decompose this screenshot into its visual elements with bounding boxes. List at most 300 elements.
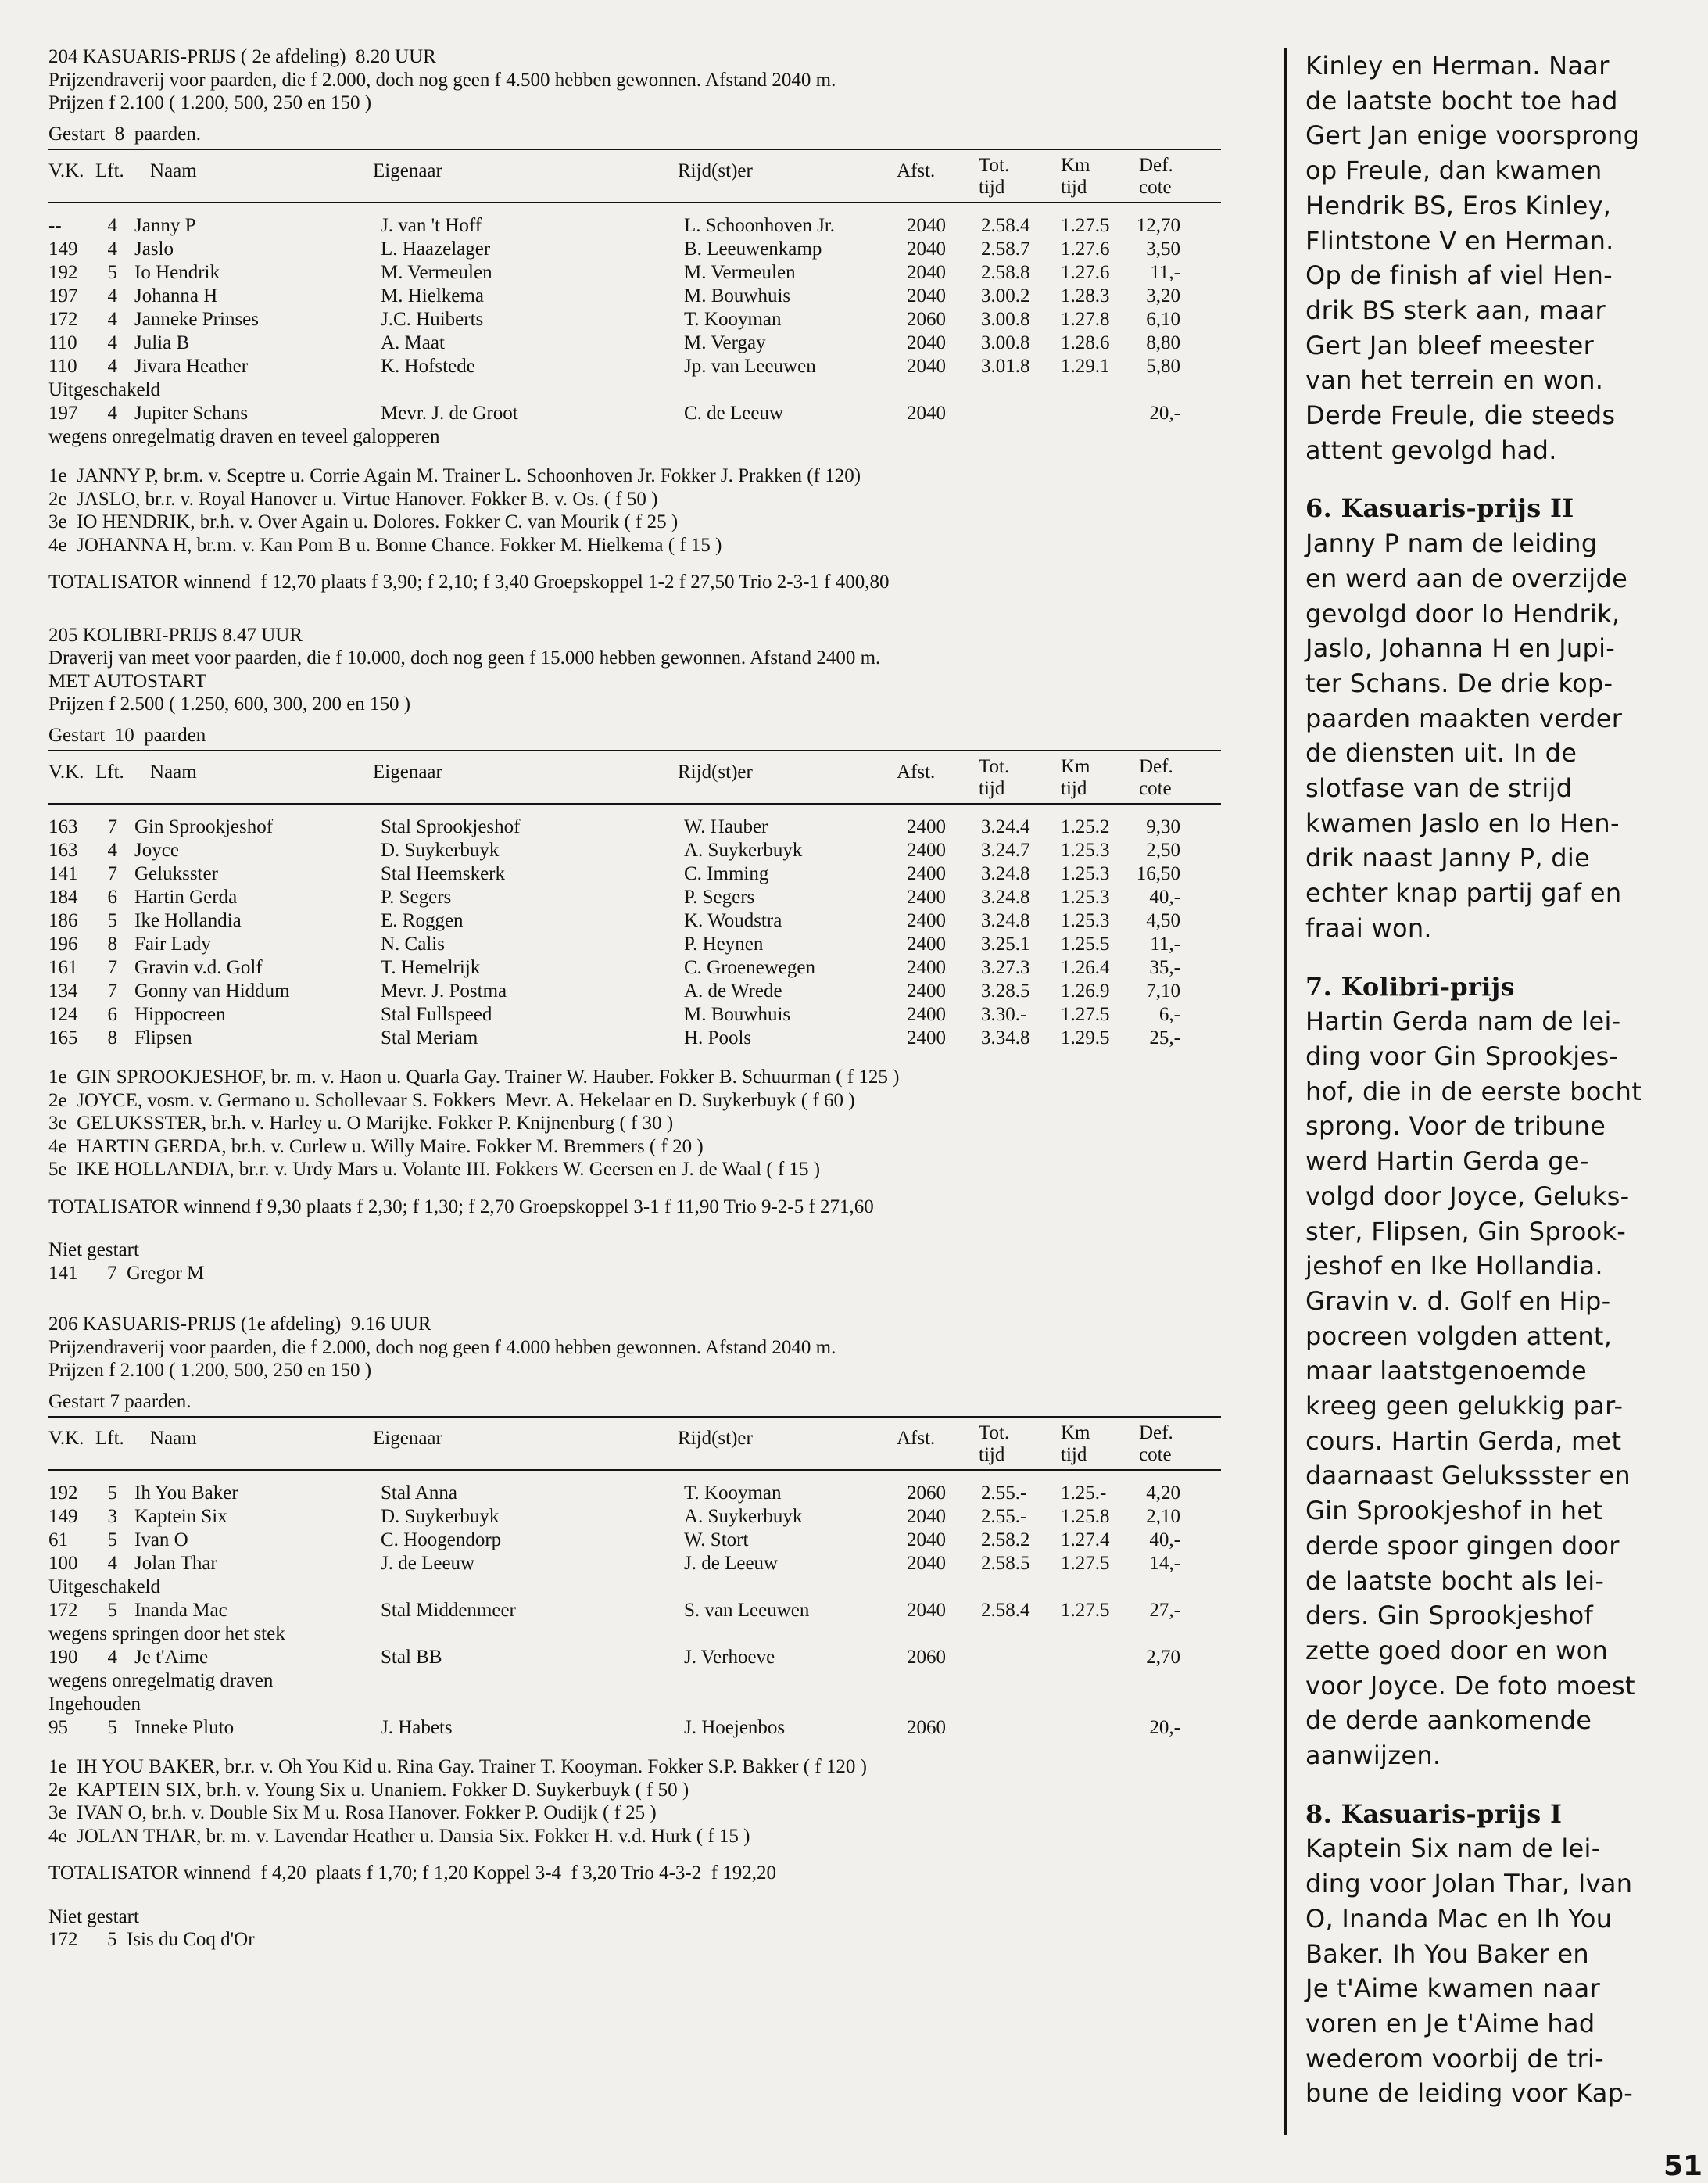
cell-afst: 2400 [907, 840, 946, 861]
report-line: aanwijzen. [1305, 1740, 1441, 1771]
header-tot: Tot. tijd [979, 1422, 1010, 1465]
header-eigenaar: Eigenaar [373, 762, 442, 783]
cell-naam: Hippocreen [134, 1004, 226, 1025]
cell-eig: M. Vermeulen [381, 262, 492, 283]
not-started: 172 5 Isis du Coq d'Or [48, 1929, 255, 1950]
cell-afst: 2060 [907, 309, 946, 330]
report-line: gevolgd door Io Hendrik, [1305, 598, 1620, 629]
header-km: Km tijd [1061, 1422, 1090, 1465]
cell-km: 1.25.3 [1061, 840, 1110, 861]
cell-afst: 2040 [907, 356, 946, 377]
placing: 1e GIN SPROOKJESHOF, br. m. v. Haon u. Quarla Gay. Trainer W. Hauber. Fokker B. Schuurman ( f 125 ) [48, 1066, 900, 1088]
report-line: kreeg geen gelukkig par- [1305, 1391, 1624, 1421]
table-header [48, 1422, 1268, 1466]
report-line: derde spoor gingen door [1305, 1530, 1620, 1561]
cell-lft: 4 [107, 1647, 117, 1668]
table-row [48, 1027, 1268, 1050]
cell-naam: Kaptein Six [134, 1506, 227, 1527]
cell-cote: 20,- [1149, 403, 1180, 424]
not-started: Niet gestart [48, 1239, 139, 1260]
cell-rijder: A. Suykerbuyk [684, 1506, 803, 1527]
cell-rijder: J. de Leeuw [684, 1553, 779, 1574]
report-line: van het terrein en won. [1305, 365, 1604, 396]
cell-cote: 14,- [1149, 1553, 1180, 1574]
cell-km: 1.26.4 [1061, 957, 1110, 978]
race-results-column [48, 45, 1268, 2172]
cell-naam: Geluksster [134, 863, 218, 884]
report-heading: 6. Kasuaris-prijs II [1305, 493, 1574, 524]
cell-afst: 2040 [907, 1506, 946, 1527]
table-note: Uitgeschakeld [48, 1576, 161, 1597]
cell-lft: 8 [107, 934, 117, 955]
report-line: ders. Gin Sprookjeshof [1305, 1601, 1594, 1631]
cell-km: 1.25.3 [1061, 863, 1110, 884]
cell-tot: 2.55.- [981, 1482, 1027, 1504]
placing: 4e JOLAN THAR, br. m. v. Lavendar Heather u. Dansia Six. Fokker H. v.d. Hurk ( f 15 ) [48, 1825, 750, 1847]
cell-naam: Julia B [134, 332, 190, 353]
table-row [48, 1552, 1268, 1575]
cell-naam: Inanda Mac [134, 1600, 227, 1621]
cell-cote: 6,10 [1146, 309, 1180, 330]
cell-lft: 4 [107, 215, 117, 236]
cell-lft: 7 [107, 816, 117, 837]
cell-lft: 4 [107, 840, 117, 861]
table-row [48, 933, 1268, 956]
cell-afst: 2400 [907, 816, 946, 837]
cell-eig: Stal Middenmeer [381, 1600, 516, 1621]
race-conditions: MET AUTOSTART [48, 670, 206, 692]
table-row [48, 1716, 1268, 1740]
table-note: Ingehouden [48, 1694, 141, 1715]
not-started: 141 7 Gregor M [48, 1262, 205, 1284]
cell-afst: 2040 [907, 262, 946, 283]
table-header [48, 756, 1268, 800]
cell-cote: 2,10 [1146, 1506, 1180, 1527]
header-rijder: Rijd(st)er [678, 1428, 753, 1449]
cell-rijder: Jp. van Leeuwen [684, 356, 816, 377]
cell-rijder: C. Imming [684, 863, 769, 884]
cell-eig: C. Hoogendorp [381, 1529, 502, 1550]
cell-tot: 2.55.- [981, 1506, 1027, 1527]
cell-cote: 35,- [1149, 957, 1180, 978]
report-line: Gravin v. d. Golf en Hip- [1305, 1285, 1611, 1316]
rule [48, 803, 1221, 805]
cell-rijder: H. Pools [684, 1027, 752, 1048]
report-line: slotfase van de strijd [1305, 773, 1573, 804]
report-line: Op de finish af viel Hen- [1305, 260, 1613, 291]
cell-km: 1.27.5 [1061, 1004, 1110, 1025]
cell-afst: 2400 [907, 1027, 946, 1048]
report-line: O, Inanda Mac en Ih You [1305, 1903, 1613, 1934]
header-naam: Naam [150, 1428, 197, 1449]
cell-lft: 3 [107, 1506, 117, 1527]
header-lft: Lft. [95, 1428, 124, 1449]
cell-lft: 4 [107, 403, 117, 424]
cell-rijder: B. Leeuwenkamp [684, 238, 822, 260]
header-vk: V.K. [48, 1428, 84, 1449]
cell-afst: 2040 [907, 1600, 946, 1621]
cell-vk: 163 [48, 840, 78, 861]
report-line: Gin Sprookjeshof in het [1305, 1496, 1603, 1526]
cell-rijder: P. Heynen [684, 934, 764, 955]
cell-cote: 25,- [1149, 1027, 1180, 1048]
cell-eig: P. Segers [381, 887, 452, 908]
report-line: de laatste bocht als lei- [1305, 1565, 1605, 1596]
cell-lft: 5 [107, 1600, 117, 1621]
cell-tot: 3.24.8 [981, 910, 1030, 931]
cell-cote: 27,- [1149, 1600, 1180, 1621]
report-line: wederom voorbij de tri- [1305, 2043, 1604, 2074]
placing: 5e IKE HOLLANDIA, br.r. v. Urdy Mars u. Volante III. Fokkers W. Geersen en J. de Waal ( f 15 ) [48, 1159, 821, 1180]
race-conditions: Prijzen f 2.500 ( 1.250, 600, 300, 200 en 150 ) [48, 694, 411, 715]
cell-vk: 186 [48, 910, 78, 931]
table-row [48, 980, 1268, 1003]
rule [48, 202, 1221, 203]
cell-naam: Io Hendrik [134, 262, 220, 283]
cell-cote: 4,50 [1146, 910, 1180, 931]
cell-naam: Janneke Prinses [134, 309, 259, 330]
header-afst: Afst. [897, 762, 936, 783]
cell-afst: 2040 [907, 403, 946, 424]
report-line: Gert Jan bleef meester [1305, 330, 1595, 360]
cell-afst: 2400 [907, 910, 946, 931]
cell-tot: 3.28.5 [981, 980, 1030, 1002]
cell-cote: 9,30 [1146, 816, 1180, 837]
page-number: 51 [1663, 2150, 1703, 2182]
table-row [48, 956, 1268, 980]
cell-vk: 197 [48, 285, 78, 306]
header-km: Km tijd [1061, 756, 1090, 799]
starters-count: Gestart 10 paarden [48, 724, 206, 746]
cell-afst: 2040 [907, 1553, 946, 1574]
cell-cote: 16,50 [1136, 863, 1180, 884]
cell-afst: 2060 [907, 1482, 946, 1504]
cell-tot: 3.00.2 [981, 285, 1030, 306]
cell-tot: 3.34.8 [981, 1027, 1030, 1048]
race-section [48, 1313, 1268, 1983]
cell-tot: 3.01.8 [981, 356, 1030, 377]
cell-tot: 3.27.3 [981, 957, 1030, 978]
cell-km: 1.27.8 [1061, 309, 1110, 330]
table-row [48, 1482, 1268, 1505]
cell-lft: 6 [107, 887, 117, 908]
report-line: Jaslo, Johanna H en Jupi- [1305, 633, 1616, 664]
cell-tot: 2.58.7 [981, 238, 1030, 260]
cell-eig: Mevr. J. de Groot [381, 403, 518, 424]
cell-naam: Gravin v.d. Golf [134, 957, 263, 978]
cell-eig: K. Hofstede [381, 356, 475, 377]
cell-afst: 2400 [907, 980, 946, 1002]
cell-eig: J. de Leeuw [381, 1553, 475, 1574]
race-conditions: Prijzen f 2.100 ( 1.200, 500, 250 en 150 ) [48, 1360, 372, 1381]
placing: 2e JASLO, br.r. v. Royal Hanover u. Virtue Hanover. Fokker B. v. Os. ( f 50 ) [48, 488, 658, 510]
cell-eig: Stal Heemskerk [381, 863, 505, 884]
cell-km: 1.25.3 [1061, 910, 1110, 931]
report-heading: 8. Kasuaris-prijs I [1305, 1798, 1563, 1829]
header-naam: Naam [150, 762, 197, 783]
cell-cote: 40,- [1149, 887, 1180, 908]
rule [48, 149, 1221, 150]
placing: 3e IVAN O, br.h. v. Double Six M u. Rosa Hanover. Fokker P. Oudijk ( f 25 ) [48, 1802, 657, 1823]
cell-vk: 192 [48, 262, 78, 283]
header-def: Def. cote [1139, 155, 1173, 198]
table-row [48, 1599, 1268, 1622]
cell-vk: 134 [48, 980, 78, 1002]
cell-tot: 2.58.2 [981, 1529, 1030, 1550]
cell-lft: 5 [107, 1482, 117, 1504]
cell-afst: 2040 [907, 285, 946, 306]
cell-rijder: M. Vergay [684, 332, 766, 353]
table-header [48, 155, 1268, 199]
table-row [48, 332, 1268, 355]
cell-km: 1.25.3 [1061, 887, 1110, 908]
cell-afst: 2400 [907, 863, 946, 884]
cell-eig: Stal Meriam [381, 1027, 478, 1048]
cell-vk: 172 [48, 1600, 78, 1621]
cell-naam: Jaslo [134, 238, 174, 260]
report-line: echter knap partij gaf en [1305, 878, 1622, 909]
race-section [48, 624, 1268, 1314]
cell-km: 1.25.2 [1061, 816, 1110, 837]
starters-count: Gestart 7 paarden. [48, 1390, 192, 1412]
cell-naam: Inneke Pluto [134, 1717, 235, 1738]
report-line: Je t'Aime kwamen naar [1305, 1973, 1601, 2004]
table-note: Uitgeschakeld [48, 379, 161, 400]
report-line: attent gevolgd had. [1305, 435, 1557, 465]
cell-lft: 5 [107, 1529, 117, 1550]
placing: 3e GELUKSSTER, br.h. v. Harley u. O Marijke. Fokker P. Knijnenburg ( f 30 ) [48, 1113, 674, 1134]
placing: 1e JANNY P, br.m. v. Sceptre u. Corrie Again M. Trainer L. Schoonhoven Jr. Fokker J. Prakken (f 120) [48, 465, 861, 486]
cell-afst: 2040 [907, 238, 946, 260]
cell-cote: 20,- [1149, 1717, 1180, 1738]
cell-eig: M. Hielkema [381, 285, 484, 306]
cell-cote: 6,- [1158, 1004, 1180, 1025]
cell-eig: J.C. Huiberts [381, 309, 484, 330]
report-line: Kinley en Herman. Naar [1305, 51, 1610, 81]
cell-eig: T. Hemelrijk [381, 957, 481, 978]
cell-tot: 3.00.8 [981, 332, 1030, 353]
report-line: Hartin Gerda nam de lei- [1305, 1006, 1621, 1037]
table-row [48, 1529, 1268, 1552]
totalisator: TOTALISATOR winnend f 12,70 plaats f 3,90; f 2,10; f 3,40 Groepskoppel 1-2 f 27,50 Trio 2-3-1 f 400,80 [48, 572, 890, 593]
table-row [48, 308, 1268, 332]
table-note: wegens onregelmatig draven en teveel galopperen [48, 426, 440, 447]
cell-rijder: J. Hoejenbos [684, 1717, 786, 1738]
cell-rijder: A. Suykerbuyk [684, 840, 803, 861]
cell-tot: 3.24.8 [981, 887, 1030, 908]
table-row [48, 1003, 1268, 1027]
report-line: op Freule, dan kwamen [1305, 156, 1602, 186]
cell-lft: 4 [107, 332, 117, 353]
table-row [48, 261, 1268, 285]
cell-afst: 2040 [907, 215, 946, 236]
report-line: Janny P nam de leiding [1305, 529, 1598, 559]
cell-lft: 5 [107, 262, 117, 283]
cell-naam: Ike Hollandia [134, 910, 242, 931]
cell-lft: 7 [107, 980, 117, 1002]
cell-km: 1.29.1 [1061, 356, 1110, 377]
cell-rijder: M. Bouwhuis [684, 1004, 791, 1025]
cell-vk: 141 [48, 863, 78, 884]
placing: 4e HARTIN GERDA, br.h. v. Curlew u. Willy Maire. Fokker M. Bremmers ( f 20 ) [48, 1135, 704, 1157]
race-conditions: Prijzendraverij voor paarden, die f 2.000, doch nog geen f 4.500 hebben gewonnen. Afstand 2040 m. [48, 69, 836, 91]
cell-cote: 4,20 [1146, 1482, 1180, 1504]
cell-naam: Johanna H [134, 285, 218, 306]
cell-tot: 3.30.- [981, 1004, 1027, 1025]
header-eigenaar: Eigenaar [373, 160, 442, 181]
table-row [48, 862, 1268, 886]
cell-cote: 8,80 [1146, 332, 1180, 353]
cell-rijder: W. Stort [684, 1529, 749, 1550]
results-table [48, 1482, 1268, 1740]
cell-vk: 110 [48, 332, 77, 353]
cell-rijder: S. van Leeuwen [684, 1600, 810, 1621]
table-note: wegens onregelmatig draven [48, 1670, 274, 1691]
cell-km: 1.25.8 [1061, 1506, 1110, 1527]
cell-naam: Gin Sprookjeshof [134, 816, 274, 837]
report-line: sprong. Voor de tribune [1305, 1111, 1606, 1142]
cell-vk: -- [48, 215, 62, 236]
report-line: fraai won. [1305, 912, 1432, 943]
cell-km: 1.25.- [1061, 1482, 1107, 1504]
cell-km: 1.27.4 [1061, 1529, 1110, 1550]
race-title: 204 KASUARIS-PRIJS ( 2e afdeling) 8.20 UUR [48, 46, 436, 67]
rule [48, 750, 1221, 751]
table-row [48, 815, 1268, 839]
report-line: Gert Jan enige voorsprong [1305, 120, 1640, 151]
report-line: jeshof en Ike Hollandia. [1305, 1251, 1603, 1281]
cell-km: 1.28.6 [1061, 332, 1110, 353]
report-line: Derde Freule, die steeds [1305, 400, 1616, 431]
header-lft: Lft. [95, 160, 124, 181]
cell-lft: 5 [107, 910, 117, 931]
report-line: de diensten uit. In de [1305, 738, 1577, 769]
cell-km: 1.28.3 [1061, 285, 1110, 306]
race-conditions: Draverij van meet voor paarden, die f 10.000, doch nog geen f 15.000 hebben gewonnen. Afstand 2400 m. [48, 647, 881, 669]
cell-eig: D. Suykerbuyk [381, 1506, 500, 1527]
report-line: hof, die in de eerste bocht [1305, 1076, 1642, 1106]
cell-cote: 3,20 [1146, 285, 1180, 306]
race-report-column [1305, 48, 1696, 2111]
header-rijder: Rijd(st)er [678, 762, 753, 783]
cell-cote: 11,- [1150, 262, 1180, 283]
cell-naam: Ih You Baker [134, 1482, 238, 1504]
header-afst: Afst. [897, 160, 936, 181]
report-line: bune de leiding voor Kap- [1305, 2078, 1634, 2109]
cell-lft: 7 [107, 863, 117, 884]
race-conditions: Prijzen f 2.100 ( 1.200, 500, 250 en 150 ) [48, 92, 372, 113]
header-afst: Afst. [897, 1428, 936, 1449]
cell-km: 1.27.6 [1061, 238, 1110, 260]
table-row [48, 214, 1268, 238]
header-km: Km tijd [1061, 155, 1090, 198]
cell-cote: 2,70 [1146, 1647, 1180, 1668]
cell-lft: 4 [107, 1553, 117, 1574]
cell-cote: 3,50 [1146, 238, 1180, 260]
cell-vk: 163 [48, 816, 78, 837]
cell-km: 1.27.5 [1061, 215, 1110, 236]
cell-naam: Jupiter Schans [134, 403, 249, 424]
cell-rijder: M. Bouwhuis [684, 285, 791, 306]
cell-vk: 165 [48, 1027, 78, 1048]
cell-eig: A. Maat [381, 332, 445, 353]
cell-naam: Je t'Aime [134, 1647, 209, 1668]
cell-afst: 2400 [907, 887, 946, 908]
cell-vk: 161 [48, 957, 78, 978]
cell-tot: 3.24.8 [981, 863, 1030, 884]
report-line: Kaptein Six nam de lei- [1305, 1834, 1601, 1864]
cell-naam: Janny P [134, 215, 196, 236]
cell-naam: Fair Lady [134, 934, 211, 955]
cell-vk: 196 [48, 934, 78, 955]
report-line: Hendrik BS, Eros Kinley, [1305, 190, 1612, 220]
report-heading: 7. Kolibri-prijs [1305, 971, 1515, 1002]
cell-tot: 3.24.4 [981, 816, 1030, 837]
cell-vk: 110 [48, 356, 77, 377]
table-note: wegens springen door het stek [48, 1623, 285, 1644]
cell-lft: 4 [107, 309, 117, 330]
cell-eig: Stal Fullspeed [381, 1004, 492, 1025]
cell-cote: 40,- [1149, 1529, 1180, 1550]
header-vk: V.K. [48, 160, 84, 181]
table-row [48, 886, 1268, 909]
not-started: Niet gestart [48, 1905, 139, 1927]
cell-eig: L. Haazelager [381, 238, 491, 260]
cell-rijder: C. Groenewegen [684, 957, 815, 978]
cell-cote: 7,10 [1146, 980, 1180, 1002]
cell-lft: 8 [107, 1027, 117, 1048]
rule [48, 1469, 1221, 1471]
table-row [48, 238, 1268, 261]
cell-tot: 3.24.7 [981, 840, 1030, 861]
results-table [48, 214, 1268, 449]
header-eigenaar: Eigenaar [373, 1428, 442, 1449]
cell-tot: 2.58.4 [981, 1600, 1030, 1621]
cell-eig: Stal BB [381, 1647, 442, 1668]
race-section [48, 45, 1268, 624]
cell-lft: 4 [107, 285, 117, 306]
report-line: voren en Je t'Aime had [1305, 2008, 1595, 2038]
cell-afst: 2040 [907, 332, 946, 353]
cell-km: 1.25.5 [1061, 934, 1110, 955]
race-title: 206 KASUARIS-PRIJS (1e afdeling) 9.16 UUR [48, 1314, 431, 1335]
cell-afst: 2060 [907, 1647, 946, 1668]
table-row [48, 355, 1268, 378]
report-line: volgd door Joyce, Geluks- [1305, 1181, 1630, 1211]
report-line: pocreen volgden attent, [1305, 1321, 1613, 1351]
cell-lft: 7 [107, 957, 117, 978]
cell-km: 1.29.5 [1061, 1027, 1110, 1048]
cell-vk: 100 [48, 1553, 78, 1574]
table-row [48, 1505, 1268, 1529]
results-table [48, 815, 1268, 1050]
report-line: daarnaast Gelukssster en [1305, 1461, 1631, 1491]
race-conditions: Prijzendraverij voor paarden, die f 2.000, doch nog geen f 4.000 hebben gewonnen. Afstand 2040 m. [48, 1336, 836, 1358]
cell-cote: 5,80 [1146, 356, 1180, 377]
cell-vk: 190 [48, 1647, 78, 1668]
placing: 2e JOYCE, vosm. v. Germano u. Schollevaar S. Fokkers Mevr. A. Hekelaar en D. Suykerbuyk ( f 60 ) [48, 1089, 855, 1111]
report-line: werd Hartin Gerda ge- [1305, 1146, 1589, 1177]
cell-km: 1.27.5 [1061, 1553, 1110, 1574]
cell-cote: 2,50 [1146, 840, 1180, 861]
cell-eig: J. Habets [381, 1717, 453, 1738]
cell-cote: 11,- [1150, 934, 1180, 955]
report-line: cours. Hartin Gerda, met [1305, 1425, 1622, 1456]
report-line: Baker. Ih You Baker en [1305, 1938, 1589, 1969]
placing: 2e KAPTEIN SIX, br.h. v. Young Six u. Unaniem. Fokker D. Suykerbuyk ( f 50 ) [48, 1779, 689, 1801]
cell-naam: Jolan Thar [134, 1553, 217, 1574]
cell-rijder: W. Hauber [684, 816, 768, 837]
